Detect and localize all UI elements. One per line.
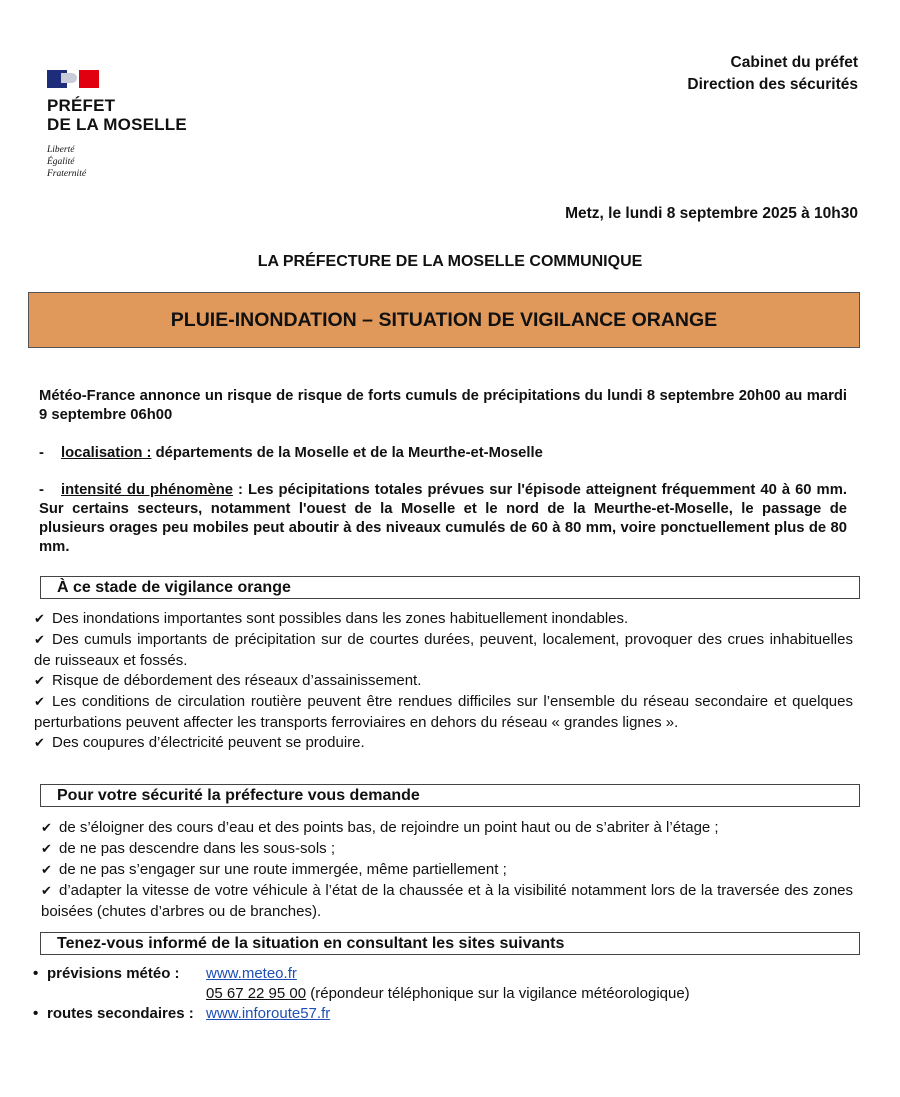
localisation-line: - localisation : départements de la Moselle et de la Meurthe-et-Moselle [39,445,543,461]
meteo-link[interactable]: www.meteo.fr [206,965,297,982]
list-item: ✔ de ne pas descendre dans les sous-sols ; [41,839,853,860]
meteo-phone-note: (répondeur téléphonique sur la vigilance météorologique) [306,985,690,1002]
list-item: ✔ de s’éloigner des cours d’eau et des points bas, de rejoindre un point haut ou de s’abriter à l’étage ; [41,818,853,839]
check-icon: ✔ [34,633,45,648]
section-info-header: Tenez-vous informé de la situation en consultant les sites suivants [40,932,860,955]
intro-text [39,387,847,557]
list-item: ✔ Risque de débordement des réseaux d’assainissement. [34,671,853,692]
routes-label: routes secondaires : [47,1005,194,1022]
prefecture-logo [47,70,187,180]
check-icon: ✔ [34,736,45,751]
issuing-office: Cabinet du préfet Direction des sécurités [687,54,858,93]
check-icon: ✔ [41,863,52,878]
vigilance-consequences-list [34,609,853,754]
safety-instructions-list [41,818,853,922]
dateline: Metz, le lundi 8 septembre 2025 à 10h30 [565,205,858,222]
routes-link[interactable]: www.inforoute57.fr [206,1005,331,1022]
check-icon: ✔ [41,821,52,836]
section-vigilance-header: À ce stade de vigilance orange [40,576,860,599]
check-icon: ✔ [34,695,45,710]
check-icon: ✔ [34,674,45,689]
intensite-line: - intensité du phénomène : Les pécipitations totales prévues sur l'épisode atteignent fréquemment 40 à 60 mm. Sur certains secteurs, notamment l'ouest de la Moselle et le nord de la Meurthe-et-Moselle, le passage de plusieurs orages peu mobiles peut aboutir à des niveaux cumulés de 60 à 80 mm, voire ponctuellement plus de 80 mm. [39,482,847,555]
banner-title: PLUIE-INONDATION – SITUATION DE VIGILANCE ORANGE [170,308,718,331]
vigilance-banner [28,292,860,348]
logo-title: PRÉFET DE LA MOSELLE [47,96,187,134]
list-item: ✔ Des inondations importantes sont possibles dans les zones habituellement inondables. [34,609,853,630]
check-icon: ✔ [41,884,52,899]
check-icon: ✔ [34,612,45,627]
meteo-label: prévisions météo : [47,965,180,982]
announcement: Météo-France annonce un risque de risque de forts cumuls de précipitations du lundi 8 septembre 20h00 au mardi 9 septembre 06h00 [39,388,847,423]
list-item: ✔ d’adapter la vitesse de votre véhicule à l’état de la chaussée et à la visibilité notamment lors de la traversée des zones boisées (chutes d’arbres ou de branches). [41,882,853,920]
list-item: ✔ Les conditions de circulation routière peuvent être rendues difficiles sur l’ensemble du réseau secondaire et quelques perturbations peuvent affecter les transports ferroviaires en dehors du réseau « grandes lignes ». [34,693,853,731]
section-safety-header: Pour votre sécurité la préfecture vous demande [40,784,860,807]
republic-motto: Liberté Égalité Fraternité [47,145,87,179]
meteo-phone-link[interactable]: 05 67 22 95 00 [206,985,307,1002]
list-item: ✔ Des coupures d’électricité peuvent se produire. [34,733,853,754]
communique-heading: LA PRÉFECTURE DE LA MOSELLE COMMUNIQUE [257,253,643,270]
list-item: ✔ Des cumuls importants de précipitation sur de courtes durées, peuvent, localement, provoquer des crues inhabituelles de ruisseaux et fossés. [34,631,853,669]
list-item: ✔ de ne pas s’engager sur une route immergée, même partiellement ; [41,860,853,881]
check-icon: ✔ [41,842,52,857]
bullet: • [33,965,39,982]
marianne-flag-icon [47,70,99,88]
bullet: • [33,1005,39,1022]
